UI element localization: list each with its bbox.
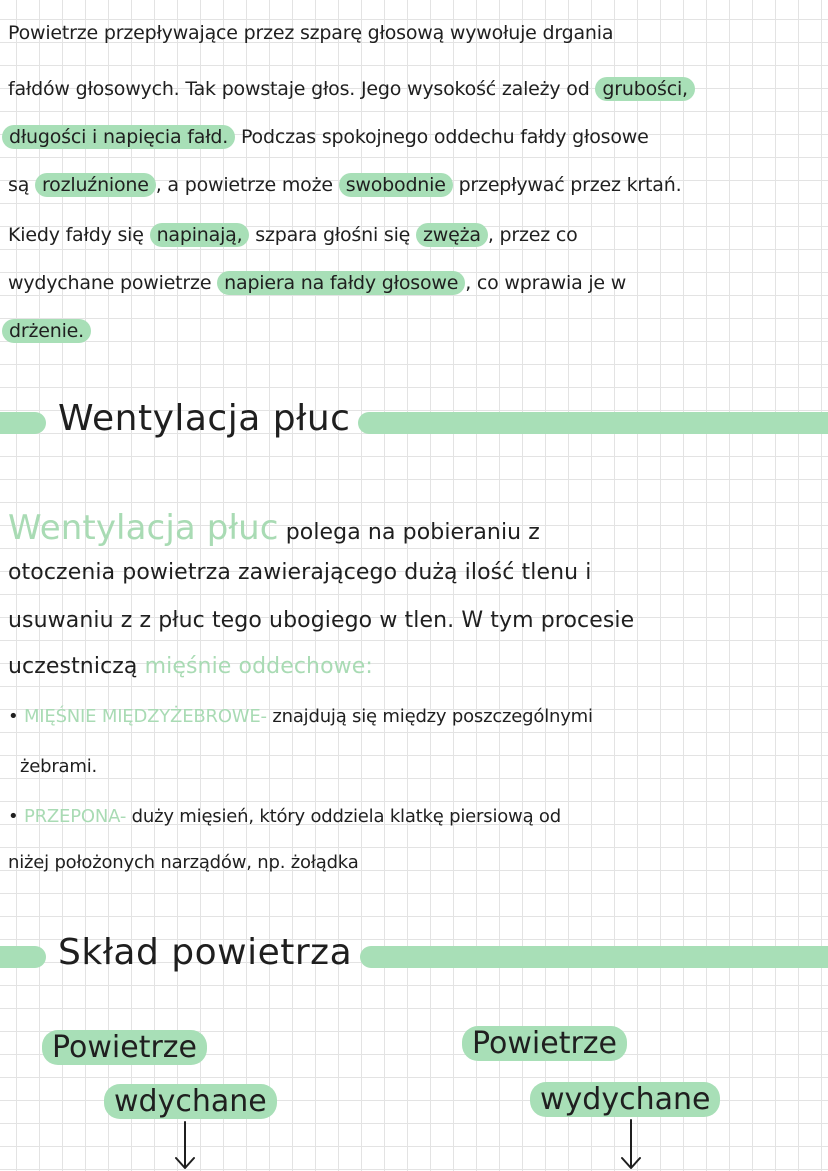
- left-column-line1: [42, 1030, 207, 1065]
- text-segment: znajdują się między poszczególnymi: [266, 706, 593, 727]
- term-miesnie-oddechowe: mięśnie oddechowe:: [144, 654, 373, 679]
- down-arrow-icon: [170, 1120, 200, 1171]
- right-column-line1: [462, 1026, 627, 1061]
- text-segment: Kiedy fałdy się: [8, 224, 150, 246]
- text-segment: szpara głośni się: [249, 224, 416, 246]
- text-segment: są: [8, 174, 35, 196]
- bullet-przepona: [8, 806, 561, 827]
- bullet1-continuation: żebrami.: [20, 756, 98, 777]
- text-segment: , a powietrze może: [155, 174, 339, 196]
- paragraph1-line6: [8, 272, 626, 294]
- term-miedzyzebrowe: MIĘŚNIE MIĘDZYŻEBROWE-: [23, 706, 267, 727]
- left-column-line2: [104, 1084, 277, 1119]
- highlight-grubosci: grubości,: [595, 77, 694, 101]
- highlight-napinaja: napinają,: [150, 223, 250, 247]
- text-segment: , przez co: [487, 224, 578, 246]
- term-wentylacja: Wentylacja płuc: [8, 508, 279, 548]
- section-heading-sklad: [0, 932, 828, 982]
- paragraph1-line2: [8, 78, 695, 100]
- text-segment: , co wprawia je w: [465, 272, 627, 294]
- highlight-napiera: napiera na fałdy głosowe: [217, 271, 465, 295]
- text-segment: przepływać przez krtań.: [452, 174, 682, 196]
- highlight-drzenie: drżenie.: [2, 319, 91, 343]
- paragraph2-line1: [8, 508, 540, 548]
- highlight-dlugosci: długości i napięcia fałd.: [2, 125, 235, 149]
- text-segment: Podczas spokojnego oddechu fałdy głosowe: [235, 126, 649, 148]
- paragraph1-line7: [2, 320, 91, 342]
- right-column-line2: [530, 1082, 720, 1117]
- paragraph1-line3: [2, 126, 649, 148]
- label-powietrze: Powietrze: [462, 1026, 627, 1061]
- section-title: Skład powietrza: [58, 932, 353, 973]
- label-wdychane: wdychane: [104, 1084, 277, 1119]
- heading-pill-right: [360, 946, 828, 968]
- text-segment: wydychane powietrze: [8, 272, 218, 294]
- paragraph2-line3: usuwaniu z z płuc tego ubogiego w tlen. W tym procesie: [8, 608, 635, 633]
- paragraph2-line4: [8, 654, 373, 679]
- paragraph2-line2: otoczenia powietrza zawierającego dużą ilość tlenu i: [8, 560, 592, 585]
- section-heading-wentylacja: [0, 398, 828, 448]
- paragraph1-line4: [8, 174, 681, 196]
- bullet-dot: •: [8, 706, 19, 727]
- highlight-rozluznione: rozluźnione: [35, 173, 156, 197]
- paragraph1-line5: [8, 224, 578, 246]
- bullet-miesnie-miedzyzebrowe: [8, 706, 593, 727]
- text-segment: uczestniczą: [8, 654, 145, 679]
- text-segment: fałdów głosowych. Tak powstaje głos. Jego wysokość zależy od: [8, 78, 596, 100]
- heading-pill-left: [0, 946, 46, 968]
- down-arrow-icon: [616, 1118, 646, 1171]
- label-powietrze: Powietrze: [42, 1030, 207, 1065]
- highlight-swobodnie: swobodnie: [339, 173, 453, 197]
- highlight-zweza: zwęża: [416, 223, 488, 247]
- text-segment: duży mięsień, który oddziela klatkę piersiową od: [126, 806, 561, 827]
- paragraph1-line1: Powietrze przepływające przez szparę głosową wywołuje drgania: [8, 22, 614, 44]
- bullet2-continuation: niżej położonych narządów, np. żołądka: [8, 852, 359, 873]
- heading-pill-right: [358, 412, 828, 434]
- section-title: Wentylacja płuc: [58, 398, 351, 439]
- heading-pill-left: [0, 412, 46, 434]
- label-wydychane: wydychane: [530, 1082, 720, 1117]
- text-segment: polega na pobieraniu z: [278, 520, 540, 545]
- term-przepona: PRZEPONA-: [23, 806, 127, 827]
- bullet-dot: •: [8, 806, 19, 827]
